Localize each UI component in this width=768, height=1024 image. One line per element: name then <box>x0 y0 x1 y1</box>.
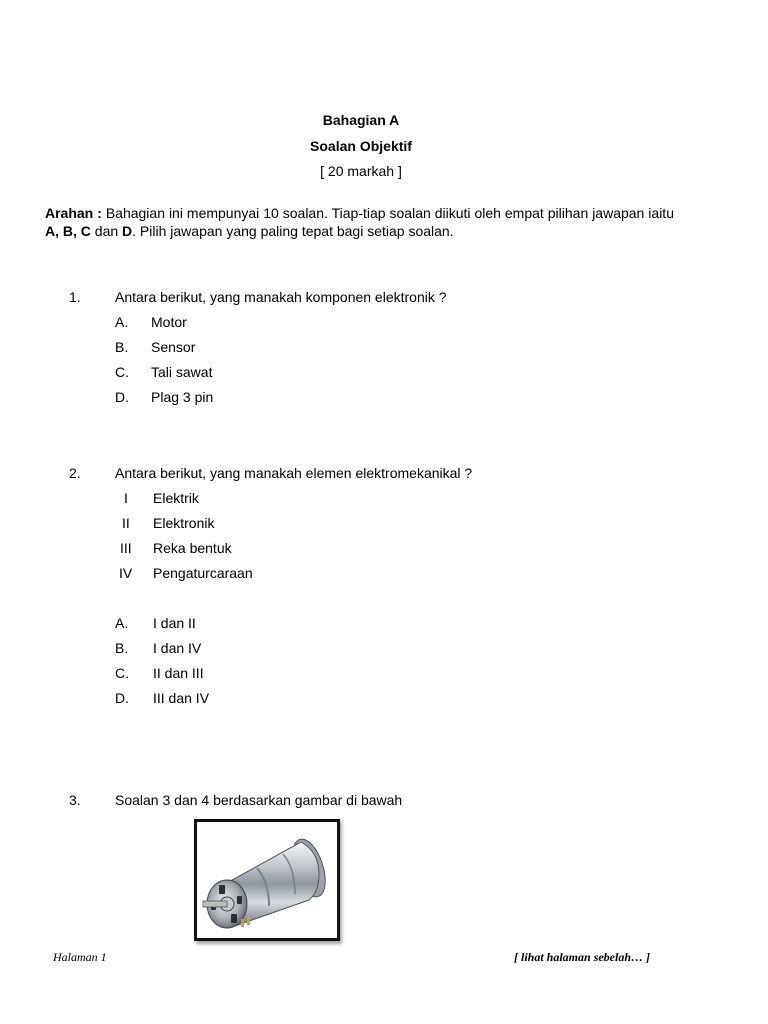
statement-text: Pengaturcaraan <box>153 565 253 581</box>
instructions-text-2: dan <box>90 223 123 239</box>
option-label: B. <box>115 339 129 355</box>
option-label: B. <box>115 640 129 656</box>
option-text: Plag 3 pin <box>151 389 214 405</box>
option-label: D. <box>115 389 129 405</box>
dc-motor-photo-icon <box>197 822 337 938</box>
option-text: I dan IV <box>153 640 202 656</box>
page-number: Halaman 1 <box>53 950 107 964</box>
statement-text: Reka bentuk <box>153 540 232 556</box>
option-text: Motor <box>151 314 187 330</box>
question-text: Soalan 3 dan 4 berdasarkan gambar di bawah <box>115 792 403 808</box>
statement-text: Elektrik <box>153 490 199 506</box>
instructions-text-3: . Pilih jawapan yang paling tepat bagi setiap soalan. <box>132 223 454 239</box>
statement-label: II <box>122 515 130 531</box>
option-label: A. <box>115 314 129 330</box>
section-title: Bahagian A <box>322 112 400 128</box>
question-number: 1. <box>69 289 81 305</box>
option-label: C. <box>115 364 129 380</box>
option-label: C. <box>115 665 129 681</box>
instructions-label: Arahan : <box>45 205 102 221</box>
question-text: Antara berikut, yang manakah komponen elektronik ? <box>115 289 447 305</box>
statement-label: I <box>124 490 128 506</box>
option-text: Tali sawat <box>151 364 213 380</box>
instructions-last-choice: D <box>122 223 133 239</box>
instructions <box>45 204 674 240</box>
marks-label: [ 20 markah ] <box>320 163 402 179</box>
statement-label: III <box>120 540 132 556</box>
question-number: 3. <box>69 792 81 808</box>
instructions-text-1: Bahagian ini mempunyai 10 soalan. Tiap-tiap soalan diikuti oleh empat pilihan jawapan iaitu <box>101 205 674 221</box>
section-subtitle: Soalan Objektif <box>310 138 412 154</box>
statement-text: Elektronik <box>153 515 215 531</box>
question-number: 2. <box>69 465 81 481</box>
option-label: D. <box>115 690 129 706</box>
option-text: III dan IV <box>153 690 210 706</box>
dc-motor-image <box>194 819 340 941</box>
option-text: I dan II <box>153 615 196 631</box>
instructions-choices: A, B, C <box>45 223 91 239</box>
next-page-note: [ lihat halaman sebelah… ] <box>514 950 651 964</box>
option-text: Sensor <box>151 339 196 355</box>
option-text: II dan III <box>153 665 204 681</box>
question-text: Antara berikut, yang manakah elemen elektromekanikal ? <box>115 465 473 481</box>
option-label: A. <box>115 615 129 631</box>
statement-label: IV <box>119 565 133 581</box>
